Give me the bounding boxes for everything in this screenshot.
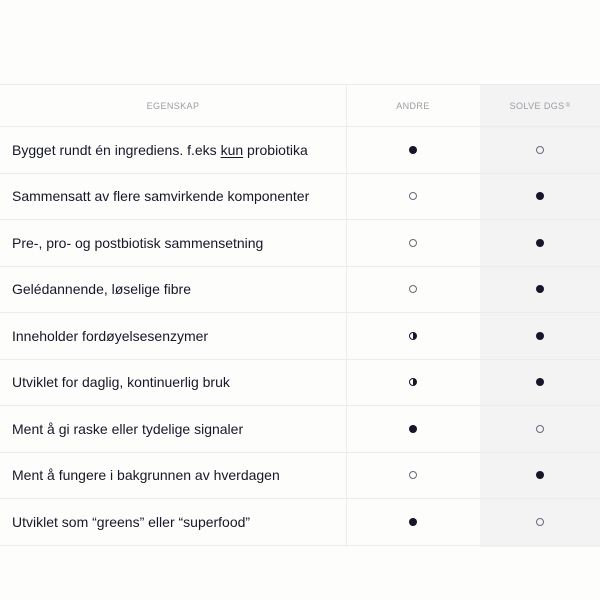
solve-cell [480, 360, 600, 406]
feature-label: Ment å gi raske eller tydelige signaler [12, 420, 244, 437]
feature-cell [12, 220, 342, 266]
feature-cell [12, 313, 342, 359]
table-row [0, 127, 600, 174]
feature-cell [12, 360, 342, 406]
feature-label-part: Bygget rundt én ingrediens. f.eks [12, 141, 221, 158]
solve-mark-icon [536, 332, 544, 340]
feature-label: Utviklet som “greens” eller “superfood” [12, 513, 251, 530]
solve-cell [480, 267, 600, 313]
feature-label: Inneholder fordøyelsesenzymer [12, 327, 209, 344]
table-row [0, 499, 600, 546]
andre-cell [346, 174, 480, 220]
comparison-table [0, 84, 600, 546]
solve-mark-icon [536, 425, 544, 433]
andre-mark-icon [409, 146, 417, 154]
header-solve [480, 85, 600, 126]
andre-cell [346, 499, 480, 545]
andre-cell [346, 127, 480, 173]
solve-mark-icon [536, 146, 544, 154]
solve-cell [480, 174, 600, 220]
solve-mark-icon [536, 378, 544, 386]
feature-label: Utviklet for daglig, kontinuerlig bruk [12, 374, 230, 391]
feature-label: Sammensatt av flere samvirkende komponenter [12, 188, 310, 205]
andre-mark-icon [409, 192, 417, 200]
feature-label: Gelédannende, løselige fibre [12, 281, 192, 298]
andre-cell [346, 360, 480, 406]
solve-cell [480, 313, 600, 359]
header-feature: EGENSKAP [146, 100, 200, 111]
table-row [0, 267, 600, 314]
andre-mark-icon [409, 239, 417, 247]
andre-cell [346, 267, 480, 313]
feature-cell [12, 174, 342, 220]
header-andre: ANDRE [396, 100, 430, 111]
solve-cell [480, 127, 600, 173]
andre-mark-icon [409, 378, 417, 386]
solve-mark-icon [536, 285, 544, 293]
header-solve-label: SOLVE DGS [509, 100, 565, 111]
feature-cell [12, 267, 342, 313]
andre-mark-icon [409, 285, 417, 293]
table-row [0, 453, 600, 500]
feature-label: Pre-, pro- og postbiotisk sammensetning [12, 234, 264, 251]
andre-cell [346, 313, 480, 359]
feature-cell [12, 406, 342, 452]
andre-cell [346, 453, 480, 499]
solve-mark-icon [536, 192, 544, 200]
solve-mark-icon [536, 239, 544, 247]
feature-cell [12, 127, 342, 173]
feature-cell [12, 453, 342, 499]
feature-label-part: probiotika [243, 141, 308, 158]
table-row [0, 220, 600, 267]
solve-cell [480, 406, 600, 452]
solve-mark-icon [536, 518, 544, 526]
andre-cell [346, 220, 480, 266]
table-row [0, 174, 600, 221]
andre-mark-icon [409, 471, 417, 479]
feature-label: Ment å fungere i bakgrunnen av hverdagen [12, 467, 280, 484]
table-row [0, 313, 600, 360]
andre-mark-icon [409, 332, 417, 340]
andre-cell [346, 406, 480, 452]
solve-cell [480, 453, 600, 499]
feature-label-underlined: kun [220, 141, 244, 158]
solve-mark-icon [536, 471, 544, 479]
feature-label [12, 142, 308, 158]
feature-cell [12, 499, 342, 545]
solve-cell [480, 499, 600, 545]
table-row [0, 406, 600, 453]
andre-mark-icon [409, 425, 417, 433]
solve-cell [480, 220, 600, 266]
registered-mark: ® [565, 102, 571, 109]
table-header-row [0, 85, 600, 127]
table-row [0, 360, 600, 407]
andre-mark-icon [409, 518, 417, 526]
